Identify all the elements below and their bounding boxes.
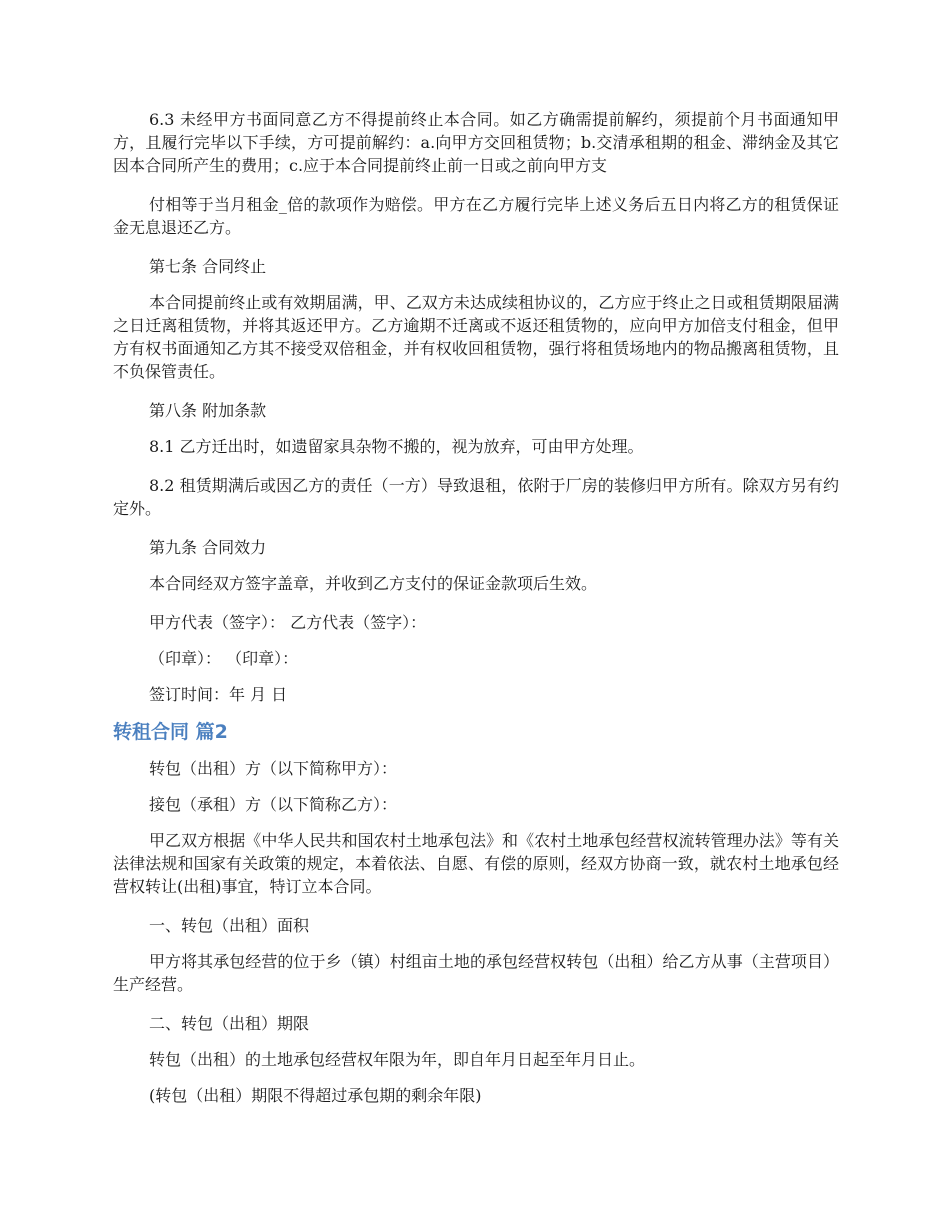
seal-line: （印章）： （印章）： bbox=[149, 649, 299, 668]
paragraph-8-2: 8.2 租赁期满后或因乙方的责任（一方）导致退租，依附于厂房的装修归甲方所有。除双方另有约定外。 bbox=[113, 476, 839, 518]
clause-2-title: 二、转包（出租）期限 bbox=[149, 1014, 310, 1033]
paragraph-compensation: 付相等于当月租金_倍的款项作为赔偿。甲方在乙方履行完毕上述义务后五日内将乙方的租赁保证金无息退还乙方。 bbox=[113, 195, 839, 237]
article-8-title: 第八条 附加条款 bbox=[149, 401, 267, 420]
clause-1-title: 一、转包（出租）面积 bbox=[149, 916, 310, 935]
document-page bbox=[113, 108, 839, 1120]
lessor-line: 转包（出租）方（以下简称甲方）： bbox=[149, 759, 398, 778]
signing-date-line: 签订时间：年 月 日 bbox=[149, 685, 288, 704]
article-7-title: 第七条 合同终止 bbox=[149, 257, 267, 276]
section-title: 转租合同 篇2 bbox=[113, 721, 228, 743]
lessee-line: 接包（承租）方（以下简称乙方）： bbox=[149, 795, 398, 814]
paragraph-basis: 甲乙双方根据《中华人民共和国农村土地承包法》和《农村土地承包经营权流转管理办法》等有关法律法规和国家有关政策的规定，本着依法、自愿、有偿的原则，经双方协商一致，就农村土地承包经营权转让(出租)事宜，特订立本合同。 bbox=[113, 831, 839, 896]
article-9-title: 第九条 合同效力 bbox=[149, 538, 267, 557]
paragraph-termination: 本合同提前终止或有效期届满，甲、乙双方未达成续租协议的，乙方应于终止之日或租赁期限届满之日迁离租赁物，并将其返还甲方。乙方逾期不迁离或不返还租赁物的，应向甲方加倍支付租金，但甲方有权书面通知乙方其不接受双倍租金，并有权收回租赁物，强行将租赁场地内的物品搬离租赁物，且不负保管责任。 bbox=[113, 293, 839, 381]
paragraph-term: 转包（出租）的土地承包经营权年限为年，即自年月日起至年月日止。 bbox=[149, 1050, 646, 1069]
paragraph-6-3: 6.3 未经甲方书面同意乙方不得提前终止本合同。如乙方确需提前解约，须提前个月书面通知甲方，且履行完毕以下手续，方可提前解约：a.向甲方交回租赁物；b.交清承租期的租金、滞纳金及其它因本合同所产生的费用；c.应于本合同提前终止前一日或之前向甲方支 bbox=[113, 110, 839, 175]
paragraph-8-1: 8.1 乙方迁出时，如遗留家具杂物不搬的，视为放弃，可由甲方处理。 bbox=[149, 437, 644, 456]
paragraph-area: 甲方将其承包经营的位于乡（镇）村组亩土地的承包经营权转包（出租）给乙方从事（主营项目）生产经营。 bbox=[113, 952, 839, 994]
signature-line: 甲方代表（签字）： 乙方代表（签字）： bbox=[149, 613, 427, 632]
paragraph-term-note: (转包（出租）期限不得超过承包期的剩余年限) bbox=[149, 1086, 482, 1105]
paragraph-effectiveness: 本合同经双方签字盖章，并收到乙方支付的保证金款项后生效。 bbox=[149, 574, 598, 593]
